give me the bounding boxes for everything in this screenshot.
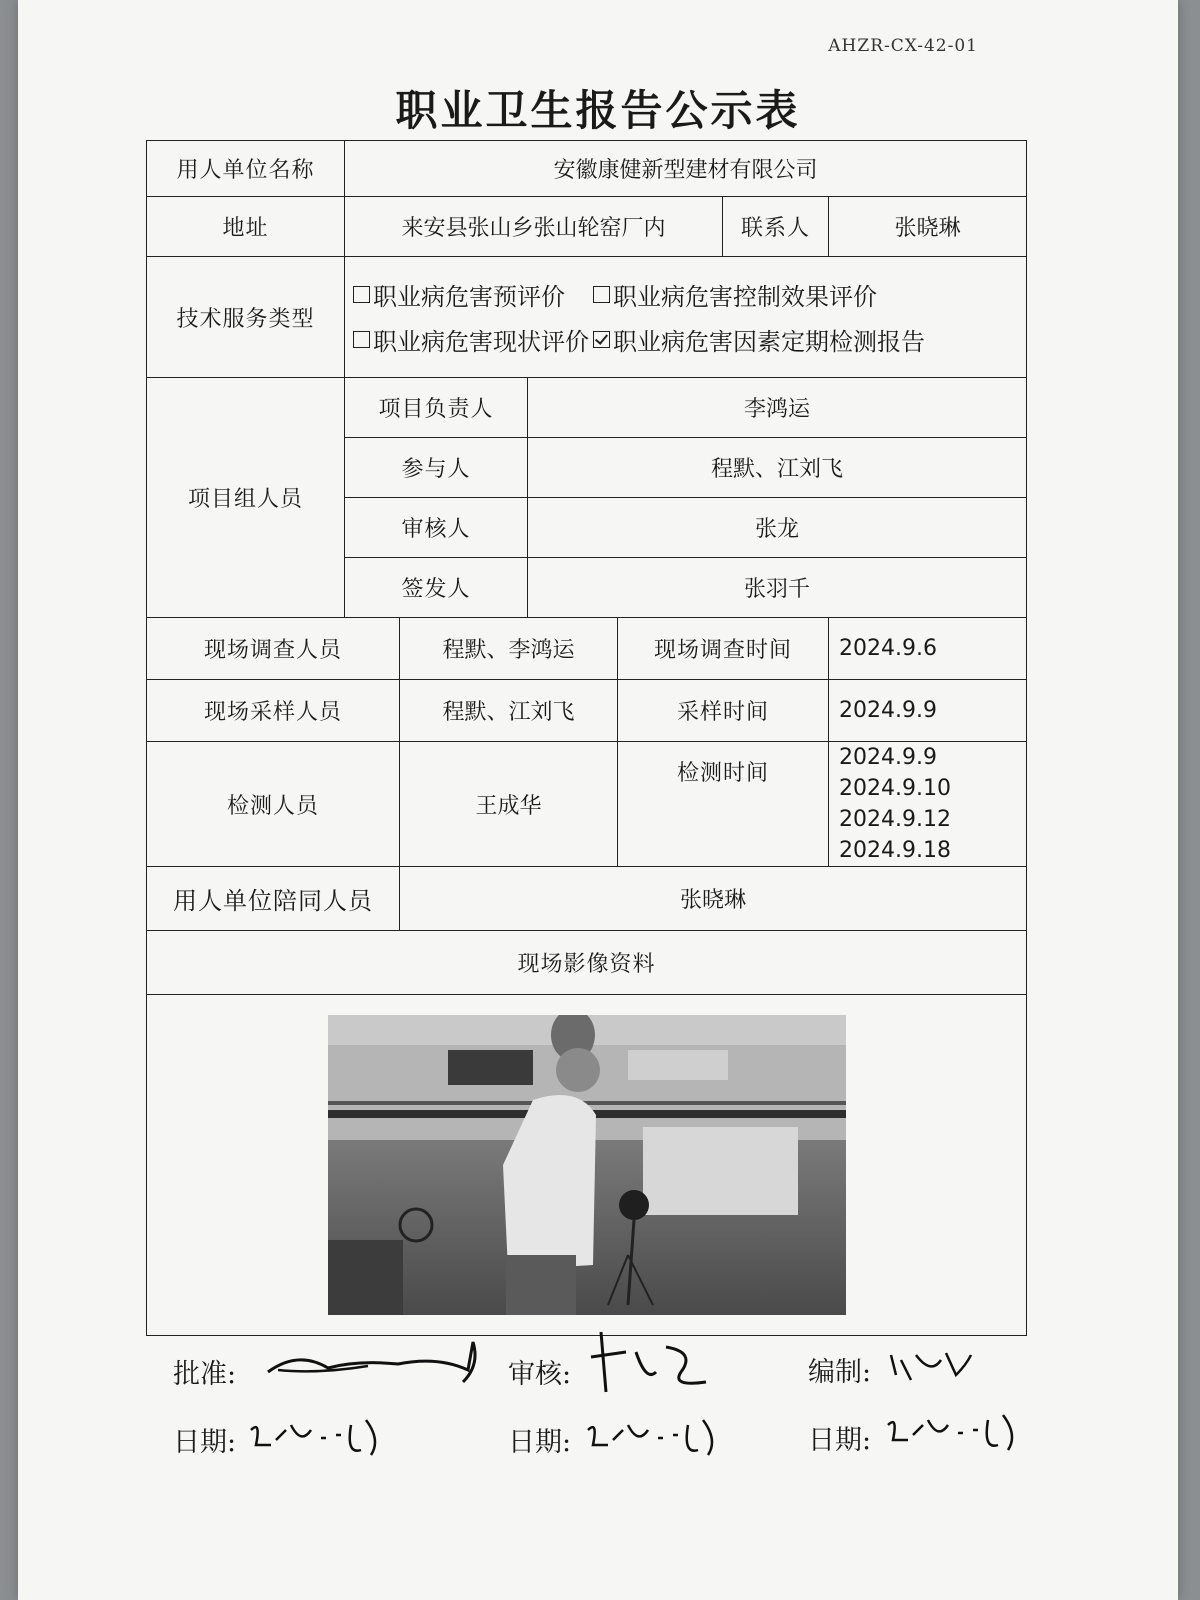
testing-row: [147, 742, 1027, 867]
testing-staff-label: 检测人员: [147, 742, 400, 867]
testing-date: 2024.9.10: [839, 776, 951, 801]
approve-block: [173, 1352, 236, 1391]
service-option-periodic-detection: 职业病危害因素定期检测报告: [593, 322, 925, 357]
sampling-staff-label: 现场采样人员: [147, 680, 400, 742]
survey-time-value: 2024.9.6: [829, 618, 1027, 680]
survey-staff-value: 程默、李鸿运: [400, 618, 618, 680]
service-row: [147, 257, 1027, 378]
approver-signature-image: [258, 1330, 498, 1390]
review-label: 审核:: [508, 1359, 572, 1390]
approve-date-label: 日期:: [173, 1427, 237, 1458]
issuer-label: 签发人: [345, 558, 528, 618]
review-date-label: 日期:: [508, 1427, 572, 1458]
testing-date: 2024.9.12: [839, 807, 951, 832]
service-options: [345, 257, 1027, 378]
images-header-row: [147, 931, 1027, 995]
review-date-handwritten: [583, 1410, 733, 1460]
sampling-row: [147, 680, 1027, 742]
checkbox-unchecked-icon: [593, 286, 610, 303]
team-label: 项目组人员: [147, 378, 345, 618]
participants-value: 程默、江刘飞: [528, 438, 1027, 498]
contact-label: 联系人: [723, 197, 829, 257]
images-row: [147, 995, 1027, 1336]
leader-label: 项目负责人: [345, 378, 528, 438]
leader-value: 李鸿运: [528, 378, 1027, 438]
photo-cell: [147, 995, 1027, 1336]
approve-date-block: [173, 1420, 236, 1459]
service-option-pre-assessment: 职业病危害预评价: [353, 277, 565, 312]
address-row: [147, 197, 1027, 257]
page-title: 职业卫生报告公示表: [395, 86, 801, 135]
testing-date: 2024.9.9: [839, 745, 937, 770]
review-block: [508, 1352, 571, 1391]
sampling-time-label: 采样时间: [618, 680, 829, 742]
testing-dates: [829, 742, 1027, 867]
testing-date: 2024.9.18: [839, 838, 951, 863]
document-code: AHZR-CX-42-01: [828, 36, 978, 56]
escort-row: [147, 867, 1027, 931]
escort-label: 用人单位陪同人员: [147, 867, 400, 931]
site-photo: [328, 1015, 846, 1315]
team-leader-row: [147, 378, 1027, 438]
testing-staff-value: 王成华: [400, 742, 618, 867]
contact-value: 张晓琳: [829, 197, 1027, 257]
survey-row: [147, 618, 1027, 680]
images-label: 现场影像资料: [147, 931, 1027, 995]
service-option-control-effect: 职业病危害控制效果评价: [593, 277, 877, 312]
escort-value: 张晓琳: [400, 867, 1027, 931]
address-label: 地址: [147, 197, 345, 257]
testing-time-label: 检测时间: [618, 742, 829, 867]
reviewer-label: 审核人: [345, 498, 528, 558]
compiler-signature-image: [886, 1345, 976, 1385]
approve-label: 批准:: [173, 1359, 237, 1390]
review-date-block: [508, 1420, 571, 1459]
employer-row: [147, 141, 1027, 197]
survey-time-label: 现场调查时间: [618, 618, 829, 680]
checkbox-unchecked-icon: [353, 331, 370, 348]
service-option-status-assessment: 职业病危害现状评价: [353, 322, 589, 357]
approve-date-handwritten: [246, 1410, 396, 1460]
document-sheet: [18, 0, 1178, 1600]
compile-date-label: 日期:: [808, 1425, 872, 1456]
participants-label: 参与人: [345, 438, 528, 498]
sampling-time-value: 2024.9.9: [829, 680, 1027, 742]
compile-block: [808, 1350, 871, 1389]
reviewer-signature-image: [586, 1322, 736, 1402]
compile-date-block: [808, 1418, 871, 1457]
reviewer-value: 张龙: [528, 498, 1027, 558]
compile-label: 编制:: [808, 1357, 872, 1388]
checkbox-checked-icon: [593, 331, 610, 348]
site-photo-image: [328, 1015, 846, 1315]
service-label: 技术服务类型: [147, 257, 345, 378]
compile-date-handwritten: [883, 1405, 1033, 1455]
employer-label: 用人单位名称: [147, 141, 345, 197]
employer-value: 安徽康健新型建材有限公司: [345, 141, 1027, 197]
survey-staff-label: 现场调查人员: [147, 618, 400, 680]
sampling-staff-value: 程默、江刘飞: [400, 680, 618, 742]
issuer-value: 张羽千: [528, 558, 1027, 618]
checkbox-unchecked-icon: [353, 286, 370, 303]
report-table: [146, 140, 1027, 1336]
address-value: 来安县张山乡张山轮窑厂内: [345, 197, 723, 257]
